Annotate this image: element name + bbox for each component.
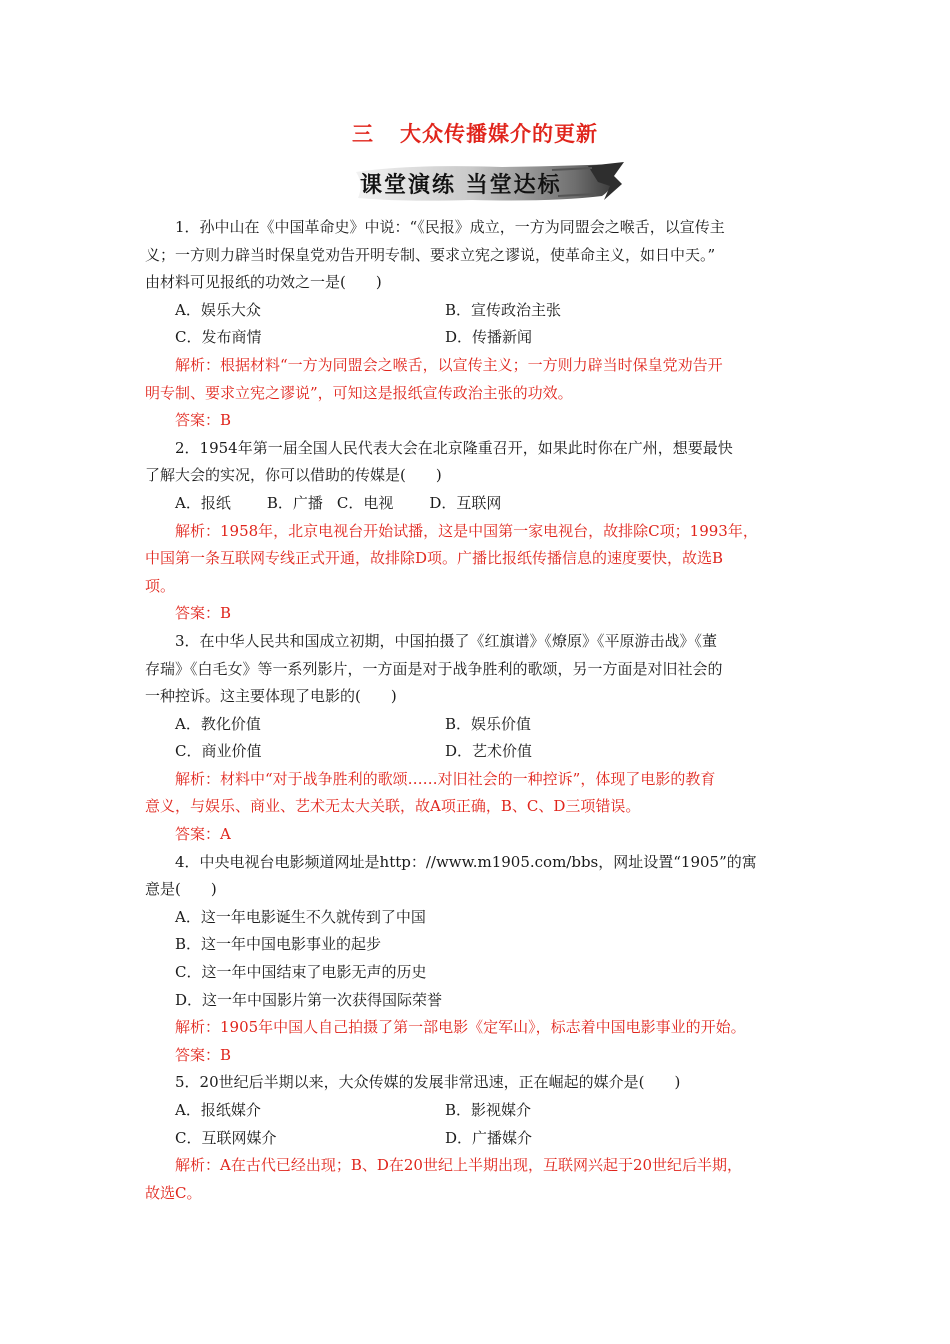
option-b: B．娱乐价值	[445, 714, 532, 733]
question-2	[145, 435, 810, 628]
option-a: A．娱乐大众	[175, 300, 261, 319]
section-title: 大众传播媒介的更新	[400, 122, 598, 146]
question-text: 5．20世纪后半期以来，大众传媒的发展非常迅速，正在崛起的媒介是( )	[175, 1073, 681, 1092]
question-text: 由材料可见报纸的功效之一是( )	[145, 273, 382, 292]
analysis-text: 故选C。	[145, 1183, 202, 1202]
option-row	[145, 1097, 810, 1125]
option-b: B．广播	[266, 493, 323, 512]
option-a: A．教化价值	[175, 714, 261, 733]
analysis-text: 意义，与娱乐、商业、艺术无太大关联，故A项正确，B、C、D三项错误。	[145, 797, 641, 816]
analysis-text: 解析：1958年，北京电视台开始试播，这是中国第一家电视台，故排除C项；1993年，	[175, 521, 758, 540]
option-c: C．商业价值	[175, 742, 262, 761]
page-title	[0, 118, 950, 148]
option-b: B．影视媒介	[445, 1101, 532, 1119]
option-a: A．报纸	[175, 493, 231, 512]
question-text: 4．中央电视台电影频道网址是http：//www.m1905.com/bbs，网址设置“1905”的寓	[175, 852, 757, 871]
analysis-text: 中国第一条互联网专线正式开通，故排除D项。广播比报纸传播信息的速度要快，故选B	[145, 549, 724, 568]
question-text: 了解大会的实况，你可以借助的传媒是( )	[145, 466, 442, 485]
option-a: A．报纸媒介	[175, 1101, 261, 1119]
analysis-text: 项。	[145, 576, 176, 595]
option-c: C．互联网媒介	[175, 1128, 277, 1147]
analysis-text: 解析：材料中“对于战争胜利的歌颂……对旧社会的一种控诉”，体现了电影的教育	[175, 769, 716, 788]
section-banner	[352, 162, 628, 204]
question-list	[145, 214, 810, 1207]
question-text: 存瑞》《白毛女》等一系列影片，一方面是对于战争胜利的歌颂，另一方面是对旧社会的	[145, 659, 723, 678]
option-b: B．这一年中国电影事业的起步	[175, 935, 382, 954]
answer: 答案：B	[175, 411, 232, 430]
analysis-text: 解析：根据材料“一方为同盟会之喉舌，以宣传主义；一方则力辟当时保皇党劝告开	[175, 355, 723, 374]
question-3	[145, 628, 810, 849]
section-number: 三	[352, 122, 374, 146]
option-c: C．发布商情	[175, 328, 262, 347]
answer: 答案：A	[175, 825, 231, 844]
option-d: D．传播新闻	[445, 328, 533, 347]
option-row	[145, 490, 810, 518]
option-d: D．艺术价值	[445, 742, 533, 761]
option-d: D．这一年中国影片第一次获得国际荣誉	[175, 990, 443, 1009]
option-row	[145, 738, 810, 766]
option-a: A．这一年电影诞生不久就传到了中国	[175, 907, 426, 926]
option-c: C．电视	[336, 493, 394, 512]
answer: 答案：B	[175, 604, 232, 623]
question-4	[145, 849, 810, 1070]
option-row	[145, 711, 810, 739]
option-b: B．宣传政治主张	[445, 300, 562, 319]
question-text: 1．孙中山在《中国革命史》中说：“《民报》成立，一方为同盟会之喉舌，以宣传主	[175, 218, 725, 236]
question-1	[145, 214, 810, 435]
analysis-text: 解析：1905年中国人自己拍摄了第一部电影《定军山》，标志着中国电影事业的开始。	[175, 1018, 746, 1037]
question-text: 意是( )	[145, 880, 217, 899]
option-d: D．广播媒介	[445, 1128, 533, 1147]
option-c: C．这一年中国结束了电影无声的历史	[175, 963, 427, 982]
option-row	[145, 297, 810, 325]
question-5	[145, 1069, 810, 1207]
question-text: 义；一方则力辟当时保皇党劝告开明专制、要求立宪之谬说，使革命主义，如日中天。”	[145, 245, 716, 264]
question-text: 2．1954年第一届全国人民代表大会在北京隆重召开，如果此时你在广州，想要最快	[175, 438, 733, 457]
answer: 答案：B	[175, 1045, 232, 1064]
question-text: 3．在中华人民共和国成立初期，中国拍摄了《红旗谱》《燎原》《平原游击战》《董	[175, 631, 718, 650]
option-row	[145, 1125, 810, 1153]
option-d: D．互联网	[429, 493, 502, 512]
analysis-text: 明专制、要求立宪之谬说”，可知这是报纸宣传政治主张的功效。	[145, 383, 573, 402]
option-row	[145, 324, 810, 352]
banner-text: 课堂演练 当堂达标	[360, 173, 562, 198]
question-text: 一种控诉。这主要体现了电影的( )	[145, 687, 397, 706]
analysis-text: 解析：A在古代已经出现；B、D在20世纪上半期出现，互联网兴起于20世纪后半期，	[175, 1156, 743, 1175]
